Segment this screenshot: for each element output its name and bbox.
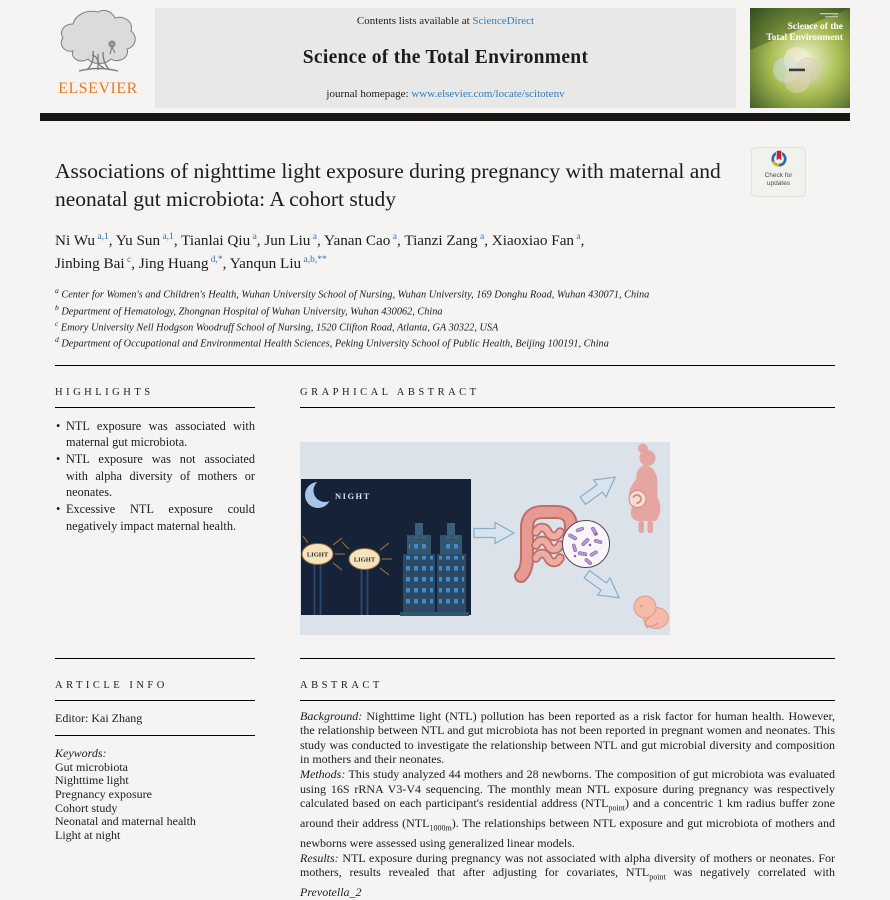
author-affiliation-superscript[interactable]: a,b,** xyxy=(301,254,327,265)
highlights-rule xyxy=(55,407,255,408)
author-name: Tianlai Qiu xyxy=(181,231,251,249)
editor-rule xyxy=(55,735,255,736)
contents-line xyxy=(357,15,534,27)
homepage-line xyxy=(326,88,564,100)
badge-text-line2: updates xyxy=(766,180,791,188)
check-for-updates-badge[interactable] xyxy=(751,147,806,197)
crossmark-icon xyxy=(770,150,788,167)
abstract-heading: ABSTRACT xyxy=(300,679,383,691)
article-info-rule xyxy=(55,700,255,701)
author-affiliation-superscript[interactable]: a xyxy=(574,231,581,242)
homepage-link[interactable]: www.elsevier.com/locate/scitotenv xyxy=(411,88,565,100)
abstract-rule xyxy=(300,700,835,701)
journal-article-page xyxy=(0,8,890,900)
article-title: Associations of nighttime light exposure during pregnancy with maternal and neonatal gut microbiota: A cohort study xyxy=(55,159,721,212)
graphical-abstract-heading: GRAPHICAL ABSTRACT xyxy=(300,386,480,398)
elsevier-tree-icon xyxy=(55,8,141,74)
abstract-paragraph: Results: NTL exposure during pregnancy was not associated with alpha diversity of mothers or neonates. For mothers, results revealed that after adjusting for covariates, $NTL_{point}$ was negatively correlated with Prevotella_2 xyxy=(300,850,835,900)
sciencedirect-link[interactable]: ScienceDirect xyxy=(472,15,535,27)
graphical-abstract-figure xyxy=(300,442,670,635)
author-name: Jun Liu xyxy=(264,231,311,249)
highlight-item: • NTL exposure was not associated with alpha diversity of mothers or neonates. xyxy=(55,451,255,501)
divider-bar xyxy=(40,113,850,121)
author-name: Jinbing Bai xyxy=(55,254,125,272)
author-name: Yanan Cao xyxy=(324,231,391,249)
elsevier-wordmark: ELSEVIER xyxy=(58,80,138,97)
affiliation-line: $^c$ Emory University Nell Hodgson Woodruff School of Nursing, 1520 Clifton Road, Atlanta, GA 30322, USA xyxy=(55,319,499,334)
contents-prefix: Contents lists available at xyxy=(356,15,473,27)
keyword-item: Nighttime light xyxy=(55,773,129,788)
light-label-2: LIGHT xyxy=(353,556,376,564)
author-affiliation-superscript[interactable]: a xyxy=(390,231,397,242)
night-scene-graphic xyxy=(301,479,471,616)
masthead xyxy=(40,8,850,108)
homepage-prefix: journal homepage: xyxy=(326,88,412,100)
journal-cover-thumbnail xyxy=(750,8,850,108)
highlight-item: • Excessive NTL exposure could negatively impact maternal health. xyxy=(55,501,255,534)
author-affiliation-superscript[interactable]: a xyxy=(250,231,257,242)
author-name: Yanqun Liu xyxy=(229,254,302,272)
author-list: Ni Wu $^{a,1}$, Yu Sun $^{a,1}$, Tianlai Qiu $^a$, Jun Liu $^a$, Yanan Cao $^a$, Tianzi Zang $^a$, Xiaoxiao Fan $^a$, Jinbing Bai $^c$, Jing Huang $^{d,*}$, Yanqun Liu $^{a,b,**}$ xyxy=(55,231,585,272)
graphical-abstract-rule xyxy=(300,407,835,408)
author-affiliation-superscript[interactable]: a xyxy=(310,231,317,242)
highlights-list xyxy=(55,418,255,535)
editor-line: Editor: Kai Zhang xyxy=(55,710,143,725)
highlights-heading: HIGHLIGHTS xyxy=(55,386,154,398)
author-affiliation-superscript[interactable]: c xyxy=(124,254,132,265)
article-info-heading: ARTICLE INFO xyxy=(55,679,168,691)
highlight-item: • NTL exposure was associated with maternal gut microbiota. xyxy=(55,418,255,451)
affiliation-line: $^a$ Center for Women's and Children's Health, Wuhan University School of Nursing, Wuhan University, 169 Donghu Road, Wuhan 430071, China xyxy=(55,286,650,301)
keyword-item: Pregnancy exposure xyxy=(55,786,152,801)
affiliation-list xyxy=(55,286,835,351)
abstract-paragraph: Methods: This study analyzed 44 mothers and 28 newborns. The composition of gut microbiota was evaluated using 16S rRNA V3-V4 sequencing. The monthly mean NTL exposure during pregnancy was respectively calculated based on each participant's residential address $(NTL_{point})$ and a concentric 1 km radius buffer zone around their address $(NTL_{1000m})$. The relationships between NTL exposure and gut microbiota of mothers and newborns were assessed using generalized linear models. xyxy=(300,766,835,851)
author-affiliation-superscript[interactable]: a xyxy=(477,231,485,242)
author-name: Jing Huang xyxy=(138,254,209,272)
keyword-item: Cohort study xyxy=(55,800,118,815)
affiliation-line: $^b$ Department of Hematology, Zhongnan Hospital of Wuhan University, Wuhan 430062, China xyxy=(55,302,443,318)
abstract-paragraph: Background: Nighttime light (NTL) pollution has been reported as a risk factor for human health. However, the relationship between NTL and gut microbiota has not been reported in pregnant women and neonates. This study was conducted to investigate the relationship between NTL and gut microbial diversity and composition in mothers and their neonates. xyxy=(300,708,835,767)
keyword-item: Gut microbiota xyxy=(55,759,128,774)
journal-title: Science of the Total Environment xyxy=(302,46,589,68)
affiliation-line: $^d$ Department of Occupational and Environmental Health Sciences, Peking University School of Public Health, Beijing 100191, China xyxy=(55,335,609,350)
keywords-list xyxy=(55,761,255,843)
author-affiliation-superscript[interactable]: a,1 xyxy=(95,231,109,242)
author-affiliation-superscript[interactable]: a,1 xyxy=(160,231,174,242)
badge-text-line1: Check for xyxy=(764,172,793,179)
author-name: Yu Sun xyxy=(115,231,161,249)
keywords-label: Keywords: xyxy=(55,745,107,760)
author-name: Tianzi Zang xyxy=(404,231,478,249)
bacteria-circle-icon xyxy=(563,520,610,567)
keyword-item: Light at night xyxy=(55,827,121,842)
abstract-body xyxy=(300,709,835,900)
light-label-1: LIGHT xyxy=(306,551,329,559)
keyword-item: Neonatal and maternal health xyxy=(55,814,196,829)
elsevier-logo xyxy=(55,8,141,108)
cover-title-line1: Science of the xyxy=(787,22,843,32)
author-name: Xiaoxiao Fan xyxy=(491,231,575,249)
author-affiliation-superscript[interactable]: d,* xyxy=(208,254,223,265)
cover-title-line2: Total Environment xyxy=(766,33,843,43)
author-name: Ni Wu xyxy=(55,231,96,249)
night-label: NIGHT xyxy=(335,490,371,501)
journal-header-band xyxy=(155,8,736,108)
